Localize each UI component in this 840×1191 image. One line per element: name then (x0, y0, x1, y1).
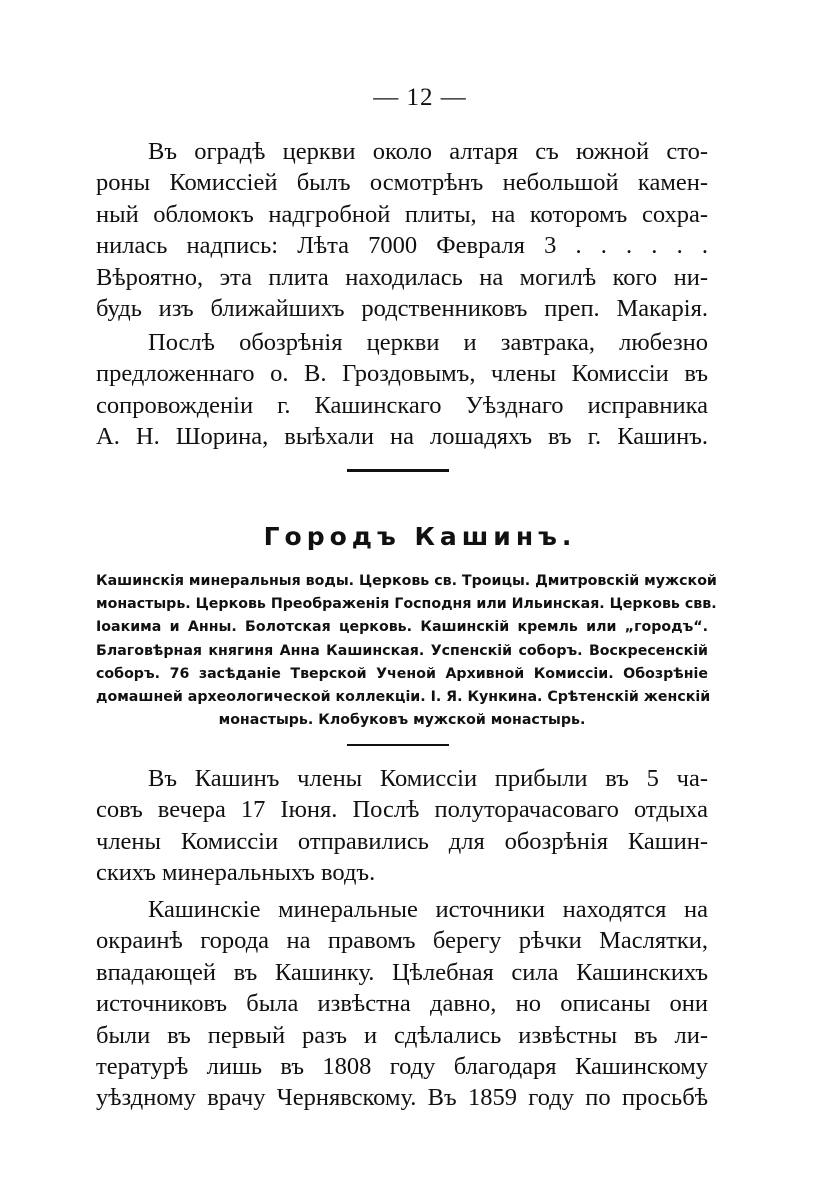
paragraph-1 (96, 136, 708, 324)
text-line: Послѣ обозрѣнія церкви и завтрака, любезно (148, 329, 708, 356)
text-line: скихъ минеральныхъ водъ. (96, 859, 376, 887)
text-line: нилась надпись: Лѣта 7000 Февраля 3 . . . . . . (96, 232, 708, 260)
text-line: члены Комиссіи отправились для обозрѣнія Кашин- (96, 827, 708, 855)
text-line: ный обломокъ надгробной плиты, на которомъ сохра- (96, 200, 708, 228)
section-title: Городъ Кашинъ. (263, 522, 577, 551)
summary-line: Іоакима и Анны. Болотская церковь. Кашинскій кремль или „городъ“. (96, 619, 708, 636)
text-line: впадающей въ Кашинку. Цѣлебная сила Кашинскихъ (96, 958, 708, 986)
summary-line: монастырь. Церковь Преображенія Господня или Ильинская. Церковь свв. (96, 596, 717, 613)
page-number: — 12 — (373, 84, 467, 111)
text-line: совъ вечера 17 Іюня. Послѣ полуторачасоваго отдыха (96, 796, 708, 824)
text-line: роны Комиссіей былъ осмотрѣнъ небольшой камен- (96, 169, 708, 197)
section-divider-bottom (347, 744, 449, 746)
summary-line: монастырь. Клобуковъ мужской монастырь. (218, 712, 586, 729)
text-line: предложеннаго о. В. Гроздовымъ, члены Комиссіи въ (96, 360, 708, 388)
section-summary (96, 570, 717, 732)
text-line: Кашинскіе минеральные источники находятся на (148, 896, 708, 923)
text-line: Вѣроятно, эта плита находилась на могилѣ кого ни- (96, 263, 708, 291)
summary-line: соборъ. 76 засѣданіе Тверской Ученой Архивной Комиссіи. Обозрѣніе (96, 665, 708, 682)
section-divider-top (347, 469, 449, 472)
text-line: Въ оградѣ церкви около алтаря съ южной сто- (148, 138, 708, 165)
text-line: тературѣ лишь въ 1808 году благодаря Кашинскому (96, 1053, 708, 1081)
text-line: будь изъ ближайшихъ родственниковъ преп. Макарія. (96, 295, 708, 323)
summary-line: Благовѣрная княгиня Анна Кашинская. Успенскій соборъ. Воскресенскій (96, 642, 708, 659)
text-line: А. Н. Шорина, выѣхали на лошадяхъ въ г. Кашинъ. (96, 423, 708, 451)
text-line: Въ Кашинъ члены Комиссіи прибыли въ 5 ча- (148, 765, 708, 792)
summary-line: Кашинскія минеральныя воды. Церковь св. Троицы. Дмитровскій мужской (96, 573, 717, 589)
text-line: сопровожденіи г. Кашинскаго Уѣзднаго исправника (96, 391, 708, 419)
paragraph-2 (96, 327, 708, 453)
summary-line: домашней археологической коллекціи. І. Я. Кункина. Срѣтенскій женскій (96, 689, 711, 706)
paragraph-3 (96, 763, 708, 889)
paragraph-4 (96, 894, 708, 1114)
text-line: окраинѣ города на правомъ берегу рѣчки Маслятки, (96, 927, 708, 955)
text-line: были въ первый разъ и сдѣлались извѣстны въ ли- (96, 1021, 708, 1049)
text-line: источниковъ была извѣстна давно, но описаны они (96, 990, 708, 1018)
text-line: уѣздному врачу Чернявскому. Въ 1859 году по просьбѣ (96, 1084, 708, 1112)
